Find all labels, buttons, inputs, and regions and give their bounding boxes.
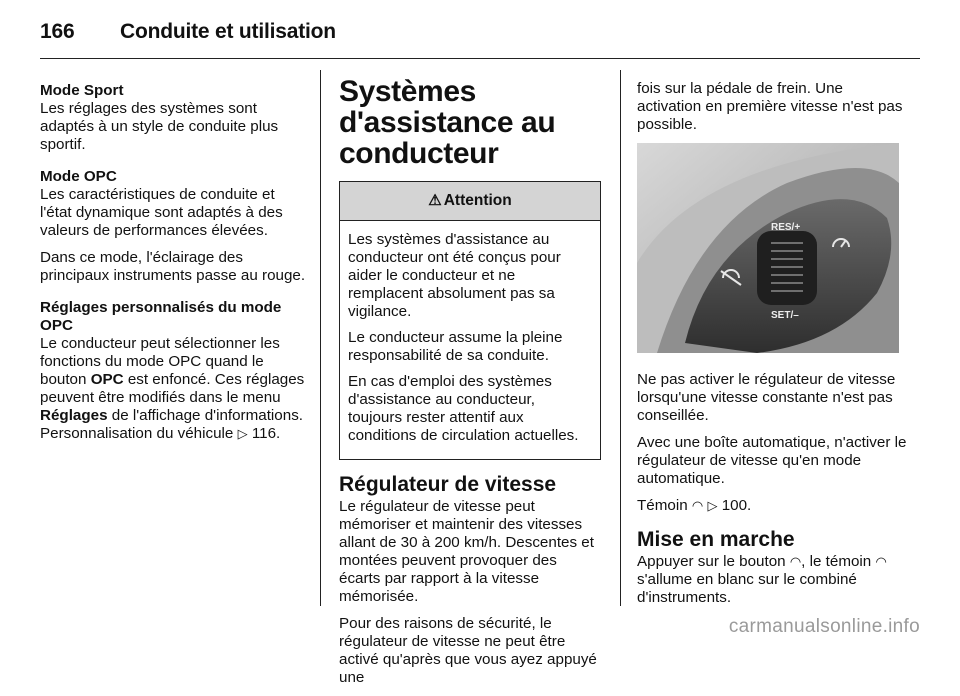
perso-text-1: Le conducteur peut sélectionner les fonctions du mode OPC quand le bouton (40, 335, 280, 388)
perso-text-2: est enfoncé. Ces réglages peuvent être modifiés dans le menu (40, 371, 305, 406)
temoin-ref: 100. (721, 497, 752, 514)
opc-heading: Mode OPC (40, 168, 117, 185)
attention-body (340, 221, 600, 459)
opc-section (40, 168, 308, 240)
cruise-p1: Le régulateur de vitesse peut mémoriser et maintenir des vitesses allant de 30 à 200 km/h. Descentes et montées peuvent provoquer des écarts par rapport à la vitesse mémorisée. (339, 498, 594, 605)
set-label: SET/– (771, 310, 799, 321)
perso-text-3: de l'affichage d'informations. Personnalisation du véhicule (40, 407, 304, 442)
opc-button-ref: OPC (90, 371, 124, 388)
middle-column (339, 76, 601, 696)
page-header (40, 20, 336, 44)
cruise-p2: Pour des raisons de sécurité, le régulateur de vitesse ne peut être activé qu'après que vous ayez appuyé une (339, 615, 597, 686)
opc-text: Les caractéristiques de conduite et l'état dynamique sont adaptés à des valeurs de performances élevées. (40, 186, 283, 239)
start-heading: Mise en marche (637, 528, 795, 551)
start-text-1: Appuyer sur le bouton (637, 553, 790, 570)
perso-section (40, 299, 308, 443)
left-column (40, 82, 308, 452)
sport-text: Les réglages des systèmes sont adaptés à un style de conduite plus sportif. (40, 100, 279, 153)
right-p2: Avec une boîte automatique, n'activer le régulateur de vitesse qu'en mode automatique. (637, 434, 907, 487)
column-divider-2 (620, 70, 621, 606)
start-text-2: , le témoin (801, 553, 876, 570)
sport-heading: Mode Sport (40, 82, 124, 99)
attention-box (339, 181, 601, 460)
right-column (637, 80, 909, 616)
page-number: 166 (40, 20, 75, 43)
right-p0: fois sur la pédale de frein. Une activation en première vitesse n'est pas possible. (637, 80, 903, 133)
attention-header (340, 182, 600, 221)
ref-arrow-icon: ▷ (707, 498, 718, 513)
attention-label: Attention (443, 192, 512, 209)
warning-triangle-icon: ⚠ (428, 192, 442, 209)
watermark: carmanualsonline.info (728, 616, 920, 637)
section-title: Systèmes d'assistance au conducteur (339, 75, 556, 170)
right-p3 (637, 497, 909, 515)
column-divider-1 (320, 70, 321, 606)
res-label: RES/+ (771, 222, 801, 233)
attention-p3: En cas d'emploi des systèmes d'assistance au conducteur, toujours rester attentif aux conditions de circulation actuelles. (348, 373, 579, 444)
start-text-3: s'allume en blanc sur le combiné d'instruments. (637, 571, 857, 606)
start-text (637, 553, 909, 607)
page-title: Conduite et utilisation (120, 20, 336, 43)
opc-text-2: Dans ce mode, l'éclairage des principaux instruments passe au rouge. (40, 249, 306, 284)
sport-section (40, 82, 308, 154)
steering-wheel-photo (637, 143, 899, 353)
cruise-heading: Régulateur de vitesse (339, 473, 557, 496)
header-rule (40, 58, 920, 59)
ref-arrow-icon: ▷ (237, 426, 248, 441)
temoin-text: Témoin (637, 497, 692, 514)
cruise-control-icon: ◠ (691, 498, 704, 513)
reglages-menu-ref: Réglages (40, 407, 108, 424)
cruise-control-icon: ◠ (875, 554, 887, 569)
cruise-control-icon: ◠ (789, 554, 802, 569)
perso-heading: Réglages personnalisés du mode OPC (40, 299, 282, 334)
attention-p2: Le conducteur assume la pleine responsabilité de sa conduite. (348, 329, 563, 364)
right-p1: Ne pas activer le régulateur de vitesse lorsqu'une vitesse constante n'est pas conseillée. (637, 371, 896, 424)
perso-ref: 116. (251, 425, 281, 442)
attention-p1: Les systèmes d'assistance au conducteur ont été conçus pour aider le conducteur et ne remplacent absolument pas sa vigilance. (348, 231, 561, 320)
